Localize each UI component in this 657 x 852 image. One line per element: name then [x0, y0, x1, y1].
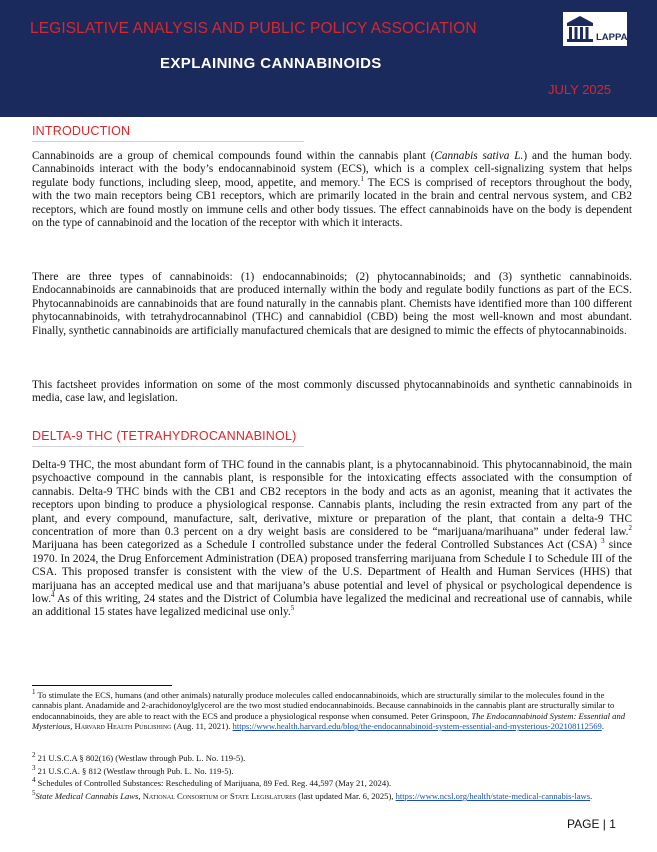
footnote-ref-3[interactable]: 3: [601, 537, 605, 546]
lappa-logo: [563, 12, 627, 46]
page-number: PAGE | 1: [567, 817, 616, 831]
footnote-1: $^1$ To stimulate the ECS, humans (and other animals) naturally produce molecules called endocannabinoids, which are structurally similar to the molecules found in the cannabis plant. Anadamide and 2-arachidonoylglycerol are the two most studied endocannabinoids. Because cannabinoids in the cannabis plant are structurally similar to endocannabinoids, they are able to react with the ECS and produce a physiological response when consumed. Peter Grinspoon, The Endocannabinoid System: Essential and Mysterious, Harvard Health Publishing (Aug. 11, 2021). https://www.health.harvard.edu/blog/the-endocannabinoid-system-essential-and-mysterious-202108112569.: [32, 688, 626, 732]
species-name: Cannabis sativa L.: [434, 150, 524, 162]
section-divider: [32, 446, 304, 447]
section-divider: [32, 141, 304, 142]
document-title: EXPLAINING CANNABINOIDS: [160, 55, 382, 72]
footnote-4: $^4$ Schedules of Controlled Substances: Rescheduling of Marijuana, 89 Fed. Reg. 44,597 (May 21, 2024).: [32, 776, 392, 788]
footnote-5: $^5$State Medical Cannabis Laws, National Consortium of State Legislatures (last updated Mar. 6, 2025), https://www.ncsl.org/health/state-medical-cannabis-laws.: [32, 789, 593, 801]
header-banner: [0, 0, 657, 117]
organization-name: LEGISLATIVE ANALYSIS AND PUBLIC POLICY ASSOCIATION: [30, 20, 477, 37]
intro-paragraph-3: This factsheet provides information on some of the most commonly discussed phytocannabinoids and synthetic cannabinoids in media, case law, and legislation.: [32, 379, 632, 405]
capitol-columns-icon: [565, 14, 595, 44]
section-heading-delta9: DELTA-9 THC (TETRAHYDROCANNABINOL): [32, 429, 297, 443]
delta9-paragraph: Delta-9 THC, the most abundant form of THC found in the cannabis plant, is a phytocannabinoid. This phytocannabinoid, the main psychoactive compound in the cannabis plant, is responsible for the intoxicating effects associated with the consumption of cannabis. Delta-9 THC binds with the CB1 and CB2 receptors in the body and acts as an agonist, meaning that it activates the receptors upon binding to produce a physiological response. Cannabis plants, including the resin extracted from any part of the plant, and every compound, manufacture, salt, derivative, mixture or preparation of the plant, that contain a delta-9 THC concentration of more than 0.3 percent on a dry weight basis are considered to be “marijuana/marihuana” under federal law.$^2$ Marijuana has been categorized as a Schedule I controlled substance under the federal Controlled Substances Act (CSA) $^3$ since 1970. In 2024, the Drug Enforcement Administration (DEA) proposed transferring marijuana from Schedule I to Schedule III of the CSA. This proposed transfer is consistent with the view of the U.S. Department of Health and Human Services (HHS) that marijuana has an accepted medical use and that marijuana’s abuse potential and level of physical or psychological dependence is low.$^4$ As of this writing, 24 states and the District of Columbia have legalized the medicinal and recreational use of cannabis, while an additional 15 states have legalized medicinal use only.$^5$: [32, 459, 632, 619]
footnote-ref-1[interactable]: 1: [360, 175, 364, 184]
logo-text: LAPPA: [596, 32, 628, 43]
footnote-2: $^2$ 21 U.S.C.A § 802(16) (Westlaw through Pub. L. No. 119-5).: [32, 751, 246, 763]
footnote-ref-4[interactable]: 4: [51, 591, 55, 600]
footnote-3: $^3$ 21 U.S.C.A. § 812 (Westlaw through Pub. L. No. 119-5).: [32, 764, 234, 776]
footnote-5-link[interactable]: https://www.ncsl.org/health/state-medical-cannabis-laws: [395, 791, 591, 801]
footnote-ref-2[interactable]: 2: [628, 524, 632, 533]
footnote-1-link[interactable]: https://www.health.harvard.edu/blog/the-endocannabinoid-system-essential-and-mysterious-202108112569: [232, 721, 602, 732]
section-heading-introduction: INTRODUCTION: [32, 124, 131, 138]
intro-paragraph-1: Cannabinoids are a group of chemical compounds found within the cannabis plant (Cannabis sativa L.) and the human body. Cannabinoids interact with the body’s endocannabinoid system (ECS), which is a complex cell-signalizing system that helps regulate body functions, including sleep, mood, appetite, and memory.$^1$ The ECS is comprised of receptors throughout the body, with the two main receptors being CB1 receptors, which are primarily located in the brain and central nervous system, and CB2 receptors, which are found mostly on immune cells and other body tissues. The effect cannabinoids have on the body is dependent on the type of cannabinoid and the location of the receptor with which it interacts.: [32, 150, 632, 230]
footnote-divider: [32, 685, 172, 686]
publication-date: JULY 2025: [548, 82, 612, 97]
footnote-ref-5[interactable]: 5: [290, 604, 295, 613]
intro-paragraph-2: There are three types of cannabinoids: (1) endocannabinoids; (2) phytocannabinoids; and (3) synthetic cannabinoids. Endocannabinoids are cannabinoids that are produced internally within the body and regulate bodily functions as part of the ECS. Phytocannabinoids are cannabinoids that are found naturally in the cannabis plant. Chemists have identified more than 100 different phytocannabinoids, with tetrahydrocannabinol (THC) and cannabidiol (CBD) being the most well-known and most abundant. Finally, synthetic cannabinoids are artificially manufactured chemicals that are designed to mimic the effects of phytocannabinoids.: [32, 271, 632, 337]
